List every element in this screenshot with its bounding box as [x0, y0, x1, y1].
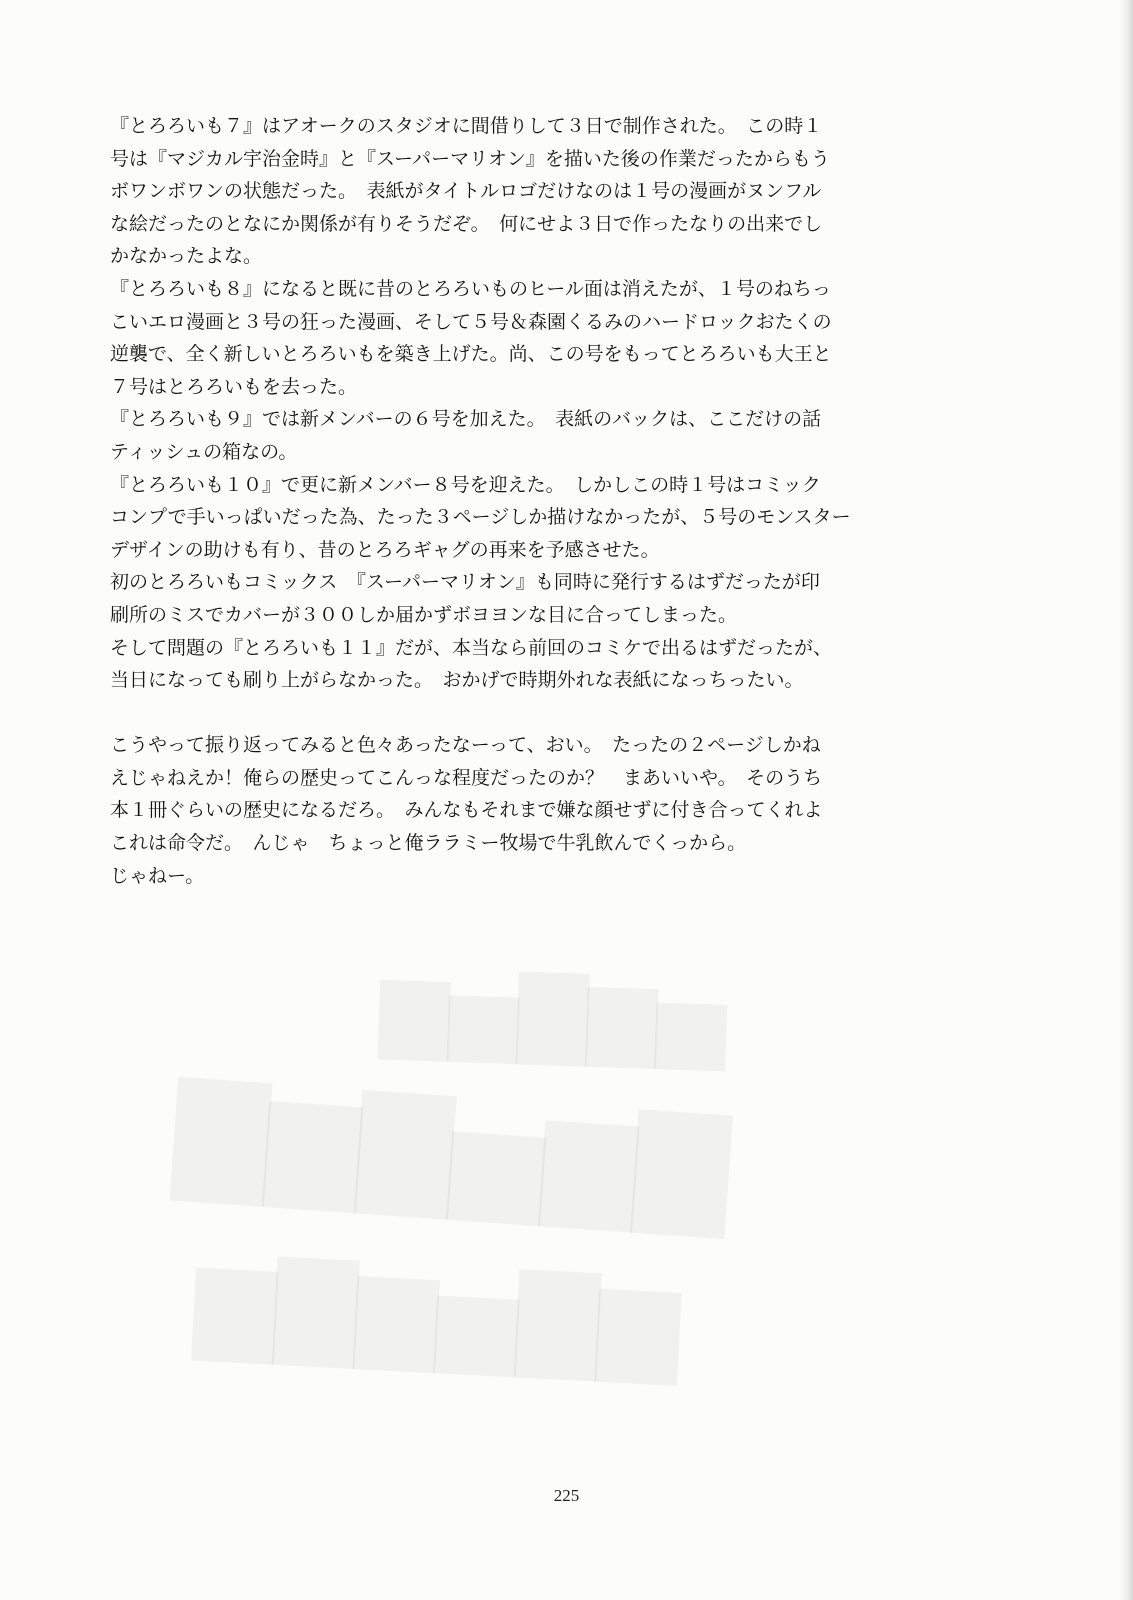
text-line: 刷所のミスでカバーが３００しか届かずボヨヨンな目に合ってしまった。 [110, 603, 738, 626]
show-through-decoration [378, 954, 728, 1071]
page-binding-shadow [1119, 0, 1133, 1600]
text-line: 『とろろいも８』になると既に昔のとろろいものヒール面は消えたが、１号のねちっ [110, 277, 831, 300]
text-line: デザインの助けも有り、昔のとろろギャグの再来を予感させた。 [110, 538, 660, 561]
text-line: 初のとろろいもコミックス 『スーパーマリオン』も同時に発行するはずだったが印 [110, 571, 820, 594]
paragraph-gap [110, 697, 1045, 730]
text-line: じゃねー。 [110, 864, 205, 887]
text-line: 号は『マジカル宇治金時』と『スーパーマリオン』を描いた後の作業だったからもう [110, 147, 830, 170]
text-line: ティッシュの箱なの。 [110, 440, 298, 463]
text-line: えじゃねえか！俺らの歴史ってこんっな程度だったのか？ まあいいや。 そのうち [110, 766, 823, 789]
text-line: な絵だったのとなにか関係が有りそうだぞ。 何にせよ３日で作ったなりの出来でし [110, 212, 823, 235]
text-line: そして問題の『とろろいも１１』だが、本当なら前回のコミケで出るはずだったが、 [110, 636, 833, 659]
text-line: これは命令だ。 んじゃ ちょっと俺ララミー牧場で牛乳飲んでくっから。 [110, 832, 747, 855]
text-line: ボワンボワンの状態だった。 表紙がタイトルロゴだけなのは１号の漫画がヌンフル [110, 180, 822, 203]
text-line: コンプで手いっぱいだった為、たった３ページしか描けなかったが、５号のモンスター [110, 506, 851, 529]
text-line: こうやって振り返ってみると色々あったなーって、おい。 たったの２ページしかね [110, 734, 821, 757]
body-text [110, 110, 1045, 892]
text-line: 『とろろいも７』はアオークのスタジオに間借りして３日で制作された。 この時１ [110, 115, 823, 137]
text-line: 逆襲で、全く新しいとろろいもを築き上げた。尚、この号をもってとろろいも大王と [110, 343, 832, 366]
page-number: 225 [553, 1486, 580, 1505]
text-line: 『とろろいも１０』で更に新メンバー８号を迎えた。 しかしこの時１号はコミック [110, 473, 821, 496]
show-through-decoration [171, 1061, 733, 1238]
text-line: こいエロ漫画と３号の狂った漫画、そして５号＆森園くるみのハードロックおたくの [110, 310, 832, 333]
text-line: かなかったよな。 [110, 245, 263, 268]
show-through-decoration [192, 1237, 682, 1384]
text-line: 当日になっても刷り上がらなかった。 おかげで時期外れな表紙になっちったい。 [110, 669, 804, 692]
text-line: 本１冊ぐらいの歴史になるだろ。 みんなもそれまで嫌な顔せずに付き合ってくれよ [110, 799, 823, 822]
text-line: ７号はとろろいもを去った。 [110, 375, 358, 398]
text-line: 『とろろいも９』では新メンバーの６号を加えた。 表紙のバックは、ここだけの話 [110, 408, 822, 431]
